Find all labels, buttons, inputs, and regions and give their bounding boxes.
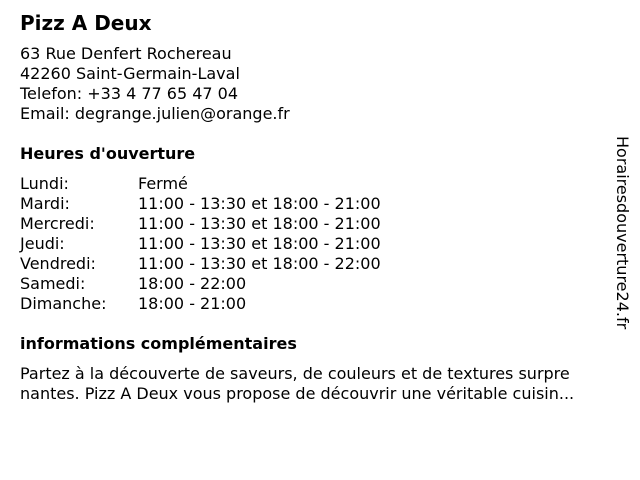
hours-row <box>20 254 381 274</box>
hours-day: Lundi: <box>20 174 69 193</box>
hours-day: Vendredi: <box>20 254 96 273</box>
hours-row <box>20 234 381 254</box>
opening-hours-heading: Heures d'ouverture <box>20 144 196 163</box>
hours-day: Mardi: <box>20 194 70 213</box>
business-details <box>20 10 610 404</box>
business-name: Pizz A Deux <box>20 11 152 35</box>
address-street: 63 Rue Denfert Rochereau <box>20 44 232 63</box>
business-description <box>20 364 606 404</box>
hours-time: 11:00 - 13:30 et 18:00 - 21:00 <box>138 234 381 253</box>
additional-info-heading: informations complémentaires <box>20 334 297 353</box>
hours-row <box>20 294 381 314</box>
hours-time: Fermé <box>138 174 188 193</box>
hours-time: 11:00 - 13:30 et 18:00 - 22:00 <box>138 254 381 273</box>
hours-day: Samedi: <box>20 274 86 293</box>
hours-time: 18:00 - 22:00 <box>138 274 247 293</box>
opening-hours-table <box>20 174 381 314</box>
hours-row <box>20 194 381 214</box>
address-block <box>20 44 610 124</box>
hours-time: 18:00 - 21:00 <box>138 294 247 313</box>
hours-time: 11:00 - 13:30 et 18:00 - 21:00 <box>138 194 381 213</box>
hours-day: Mercredi: <box>20 214 95 233</box>
description-line: Partez à la découverte de saveurs, de couleurs et de textures surpre <box>20 364 570 383</box>
hours-row <box>20 214 381 234</box>
description-line: nantes. Pizz A Deux vous propose de découvrir une véritable cuisin... <box>20 384 575 403</box>
hours-row <box>20 174 381 194</box>
address-city: 42260 Saint-Germain-Laval <box>20 64 240 83</box>
email-address: Email: degrange.julien@orange.fr <box>20 104 290 123</box>
hours-row <box>20 274 381 294</box>
hours-time: 11:00 - 13:30 et 18:00 - 21:00 <box>138 214 381 233</box>
site-brand-watermark: Horairesdouverture24.fr <box>613 136 632 330</box>
hours-day: Dimanche: <box>20 294 107 313</box>
phone-number: Telefon: +33 4 77 65 47 04 <box>20 84 239 103</box>
hours-day: Jeudi: <box>20 234 65 253</box>
